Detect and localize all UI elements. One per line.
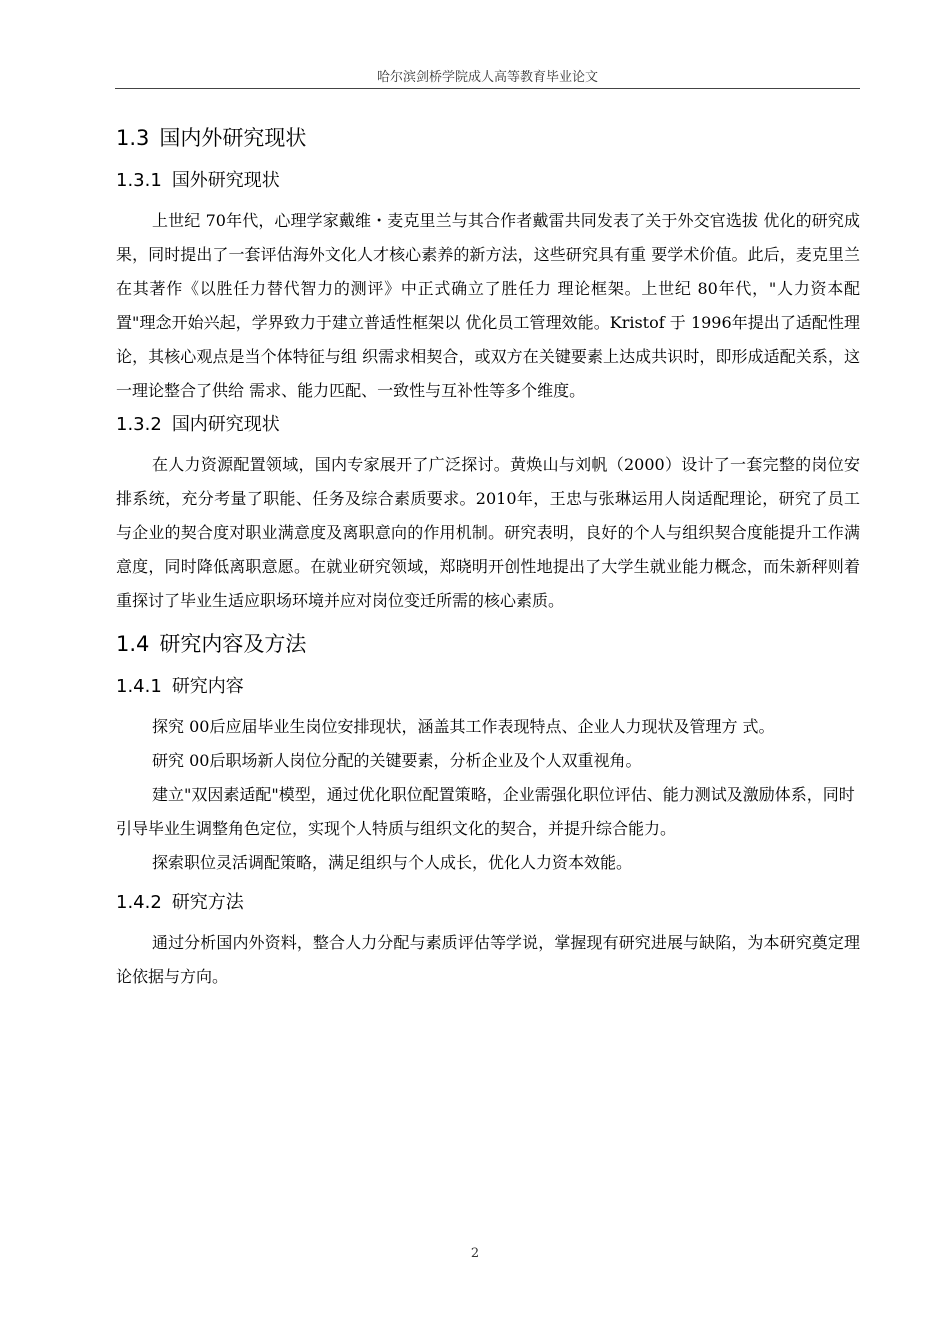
- research-content-item: 探究 00后应届毕业生岗位安排现状，涵盖其工作表现特点、企业人力现状及管理方 式。: [152, 717, 775, 736]
- subsection-title: 国外研究现状: [171, 170, 280, 191]
- research-content-item: 研究 00后职场新人岗位分配的关键要素，分析企业及个人双重视角。: [152, 751, 642, 770]
- subsection-heading-1-4-1: [116, 670, 860, 704]
- paragraph-research-method: 通过分析国内外资料，整合人力分配与素质评估等学说，掌握现有研究进展与缺陷，为本研究奠定理论依据与方向。: [116, 933, 860, 986]
- header-divider: [115, 88, 860, 89]
- subsection-number: 1.3.2: [116, 414, 162, 435]
- subsection-title: 研究方法: [171, 892, 244, 913]
- subsection-heading-1-3-1: [116, 164, 860, 198]
- subsection-number: 1.4.2: [116, 892, 162, 913]
- section-heading-1-3: [116, 118, 860, 158]
- section-title: 国内外研究现状: [159, 126, 307, 150]
- page-number: 2: [470, 1246, 480, 1261]
- page-content: [116, 118, 860, 994]
- research-content-item: 建立"双因素适配"模型，通过优化职位配置策略，企业需强化职位评估、能力测试及激励体系，同时引导毕业生调整角色定位，实现个人特质与组织文化的契合，并提升综合能力。: [116, 785, 855, 838]
- subsection-number: 1.3.1: [116, 170, 162, 191]
- running-header: 哈尔滨剑桥学院成人高等教育毕业论文: [376, 70, 598, 85]
- subsection-heading-1-4-2: [116, 886, 860, 920]
- paragraph-foreign-research: 上世纪 70年代，心理学家戴维・麦克里兰与其合作者戴雷共同发表了关于外交官选拔 优化的研究成果，同时提出了一套评估海外文化人才核心素养的新方法，这些研究具有重 要学术价值。此后，麦克里兰在其著作《以胜任力替代智力的测评》中正式确立了胜任力 理论框架。上世纪 80年代，"人力资本配置"理念开始兴起，学界致力于建立普适性框架以 优化员工管理效能。Kristof 于 1996年提出了适配性理论，其核心观点是当个体特征与组 织需求相契合，或双方在关键要素上达成共识时，即形成适配关系，这一理论整合了供给 需求、能力匹配、一致性与互补性等多个维度。: [116, 211, 860, 400]
- section-number: 1.4: [116, 632, 150, 656]
- research-content-item: 探索职位灵活调配策略，满足组织与个人成长，优化人力资本效能。: [152, 853, 633, 872]
- subsection-heading-1-3-2: [116, 408, 860, 442]
- section-heading-1-4: [116, 624, 860, 664]
- subsection-title: 国内研究现状: [171, 414, 280, 435]
- subsection-title: 研究内容: [171, 676, 244, 697]
- section-title: 研究内容及方法: [159, 632, 307, 656]
- section-number: 1.3: [116, 126, 150, 150]
- paragraph-domestic-research: 在人力资源配置领域，国内专家展开了广泛探讨。黄焕山与刘帆（2000）设计了一套完整的岗位安排系统，充分考量了职能、任务及综合素质要求。2010年，王忠与张琳运用人岗适配理论，研究了员工与企业的契合度对职业满意度及离职意向的作用机制。研究表明，良好的个人与组织契合度能提升工作满意度，同时降低离职意愿。在就业研究领域，郑晓明开创性地提出了大学生就业能力概念，而朱新秤则着重探讨了毕业生适应职场环境并应对岗位变迁所需的核心素质。: [116, 455, 860, 610]
- subsection-number: 1.4.1: [116, 676, 162, 697]
